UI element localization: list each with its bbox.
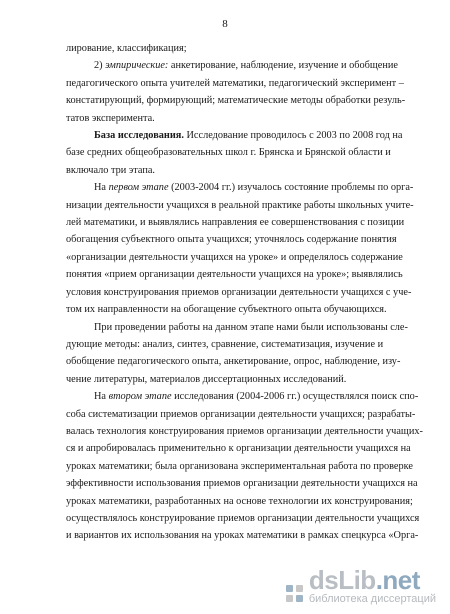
text-line: уроках математики, разработанных на основе технологии их конструирования; — [66, 495, 413, 507]
text-line: понятия «прием организации деятельности учащихся на уроке»; выявлялись — [66, 269, 403, 281]
text-line: «организации деятельности учащихся на уроке» и определялось содержание — [66, 251, 403, 263]
text-line: татов эксперимента. — [66, 112, 155, 124]
text-line: включало три этапа. — [66, 164, 155, 176]
text-line: соба систематизации приемов организации деятельности учащихся; разрабаты- — [66, 408, 416, 420]
text-line: педагогического опыта учителей математики, педагогический эксперимент – — [66, 77, 404, 89]
text-line: чение литературы, материалов диссертационных исследований. — [66, 373, 347, 385]
text-line: При проведении работы на данном этапе нами были использованы сле- — [94, 321, 408, 333]
text-line: констатирующий, формирующий; математические методы обработки резуль- — [66, 95, 406, 107]
text-line: 2) эмпирические: анкетирование, наблюдение, изучение и обобщение — [94, 60, 398, 72]
watermark-brand: dsLib.net — [308, 565, 420, 595]
text-line: лей математики, и выявлялись направления ее совершенствования с позиции — [66, 217, 405, 229]
text-line: База исследования. Исследование проводилось с 2003 по 2008 год на — [94, 130, 403, 142]
text-line: ся и апробировалась применительно к организации деятельности учащихся на — [66, 443, 411, 455]
text-line: На втором этапе исследования (2004-2006 гг.) осуществлялся поиск спо- — [94, 391, 419, 403]
document-body — [66, 40, 423, 545]
text-line: базе средних общеобразовательных школ г. Брянска и Брянской области и — [66, 147, 391, 159]
text-line: низации деятельности учащихся в реальной практике работы школьных учите- — [66, 199, 414, 211]
logo-grid-icon — [286, 585, 303, 602]
text-line: обобщение педагогического опыта, анкетирование, опрос, наблюдение, изу- — [66, 356, 401, 368]
text-line: дующие методы: анализ, синтез, сравнение, систематизация, изучение и — [66, 338, 384, 350]
watermark-subtitle: библиотека диссертаций — [308, 593, 436, 605]
text-line: валась технология конструирования приемов организации деятельности учащих- — [66, 425, 423, 437]
text-line: условия конструирования приемов организации деятельности учащихся с уче- — [66, 286, 412, 298]
text-line: эффективности использования приемов организации деятельности учащихся на — [66, 478, 418, 490]
text-line: и вариантов их использования на уроках математики в рамках спецкурса «Орга- — [66, 530, 419, 542]
text-line: На первом этапе (2003-2004 гг.) изучалось состояние проблемы по орга- — [94, 182, 414, 194]
page-number: 8 — [222, 18, 228, 30]
text-line: уроках математики; была организована экспериментальная работа по проверке — [66, 460, 413, 472]
text-line: лирование, классификация; — [66, 43, 187, 54]
text-line: том их направленности на обогащение субъектного опыта обучающихся. — [66, 304, 387, 316]
text-line: осуществлялось конструирование приемов организации деятельности учащихся — [66, 512, 420, 524]
watermark — [286, 567, 436, 606]
text-line: обогащения субъектного опыта учащихся; уточнялось содержание понятия — [66, 234, 397, 246]
